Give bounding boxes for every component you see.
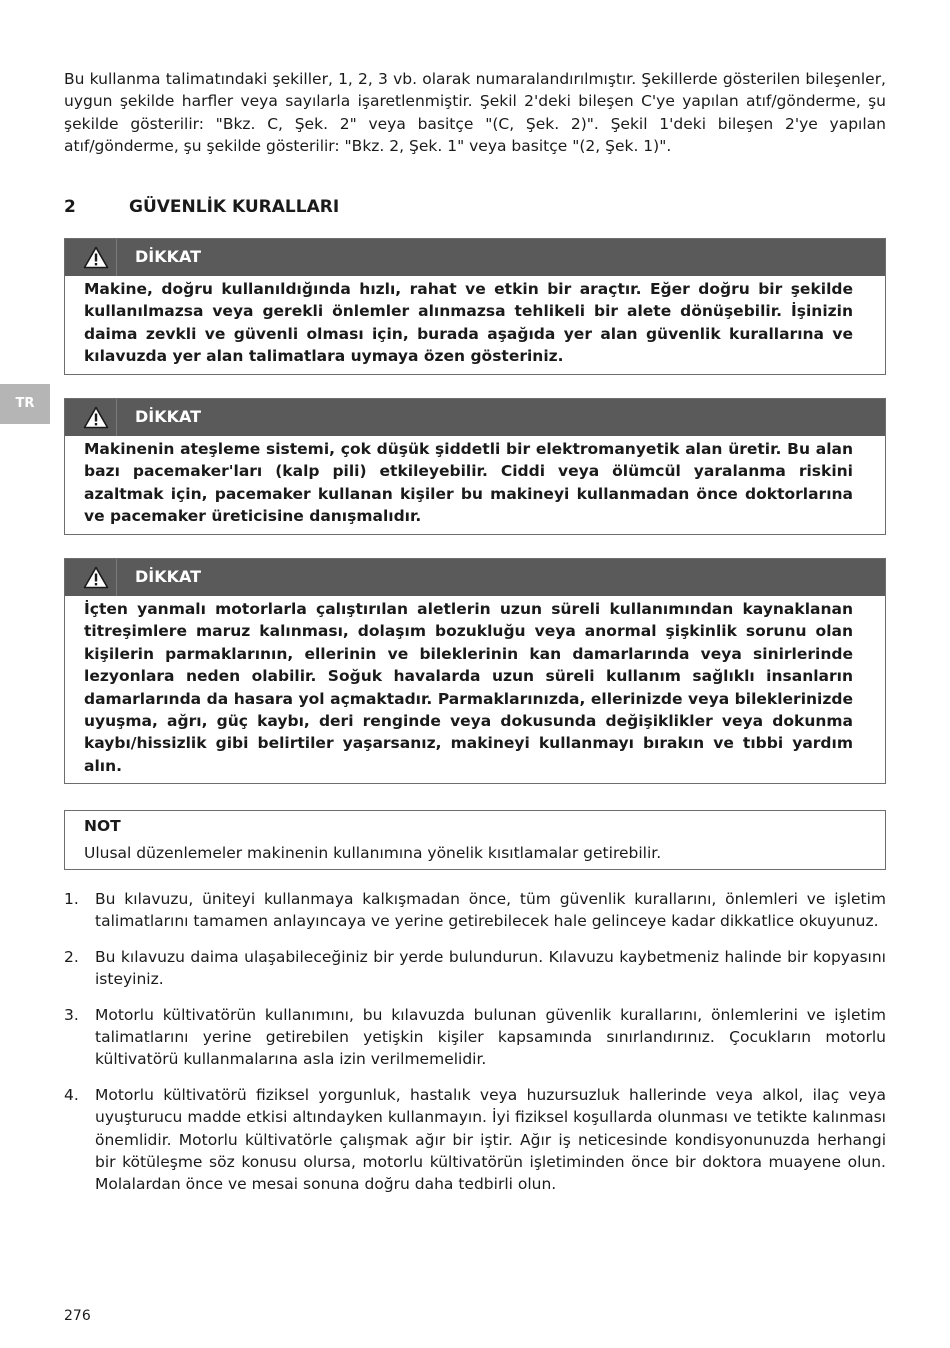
page-number: 276 — [64, 1308, 91, 1324]
intro-paragraph: Bu kullanma talimatındaki şekiller, 1, 2, 3 vb. olarak numaralandırılmıştır. Şekillerde gösterilen bileşenler, uygun şekilde harfler veya sayılarla işaretlenmiştir. Şekil 2'deki bileşen C'ye yapılan atıf/gönderme, şu şekilde gösterilir: "Bkz. C, Şek. 2" veya basitçe "(C, Şek. 2)". Şekil 1'deki bileşen 2'ye yapılan atıf/gönderme, şu şekilde gösterilir: "Bkz. 2, Şek. 1" veya basitçe "(2, Şek. 1)". — [64, 70, 886, 156]
header-divider — [116, 559, 117, 596]
warning-title: DİKKAT — [135, 567, 202, 586]
list-item — [64, 946, 886, 991]
warning-text: İçten yanmalı motorlarla çalıştırılan aletlerin uzun süreli kullanımından kaynaklanan titreşimlere maruz kalınması, dolaşım bozukluğu veya anormal şişkinlik sorunu olan kişilerin parmaklarının, ellerinin ve bileklerinin kan damarlarında veya sinirlerinde lezyonlara neden olabilir. Soğuk havalarda uzun süreli kullanım sağlıklı insanların damarlarında da hasara yol açmaktadır. Parmaklarınızda, ellerinizde veya bileklerinizde uyuşma, ağrı, güç kaybı, deri renginde veya dokusunda değişiklikler veya dokunma kaybı/hissizlik gibi belirtiler yaşarsanız, makineyi kullanmayı bırakın ve tıbbi yardım alın. — [84, 600, 853, 775]
section-title: GÜVENLİK KURALLARI — [129, 197, 340, 217]
list-item-number: 4. — [64, 1085, 79, 1104]
note-title: NOT — [84, 817, 121, 835]
warning-text: Makinenin ateşleme sistemi, çok düşük şiddetli bir elektromanyetik alan üretir. Bu alan bazı pacemaker'ları (kalp pili) etkileyebilir. Ciddi veya ölümcül yaralanma riskini azaltmak için, pacemaker kullanan kişiler bu makineyi kullanmadan önce doktorlarına ve pacemaker üreticisine danışmalıdır. — [84, 440, 853, 526]
warning-header — [65, 239, 885, 276]
warning-text: Makine, doğru kullanıldığında hızlı, rahat ve etkin bir araçtır. Eğer doğru bir şekilde kullanılmazsa veya gerekli önlemler alınmazsa tehlikeli bir alete dönüşebilir. İşinizin daima zevkli ve güvenli olması için, burada aşağıda yer alan güvenlik kurallarına ve kılavuzda yer alan talimatlara uymaya özen gösteriniz. — [84, 280, 853, 366]
warning-title: DİKKAT — [135, 247, 202, 266]
list-item — [64, 1004, 886, 1071]
list-item-number: 1. — [64, 890, 79, 908]
list-item-number: 2. — [64, 947, 79, 966]
header-divider — [116, 399, 117, 436]
list-item-text: Motorlu kültivatörün kullanımını, bu kılavuzda bulunan güvenlik kurallarını, önlemlerini ve işletim talimatlarını yerine getirebilen yetişkin kişiler kapsamında sınırlandırınız. Çocukların motorlu kültivatörü kullanmalarına asla izin verilmemelidir. — [95, 1005, 886, 1069]
warning-header — [65, 399, 885, 436]
warning-box — [64, 558, 886, 784]
list-item — [64, 1084, 886, 1196]
safety-rules-list — [64, 888, 886, 1209]
warning-triangle-icon — [83, 406, 109, 429]
language-tab: TR — [0, 384, 50, 424]
list-item-text: Motorlu kültivatörü fiziksel yorgunluk, hastalık veya huzursuzluk hallerinde veya alkol, ilaç veya uyuşturucu madde etkisi altındayken kullanmayın. İyi fiziksel koşullarda olunması ve tetikte kalınması önemlidir. Motorlu kültivatörle çalışmak ağır bir iştir. Ağır iş neticesinde kondisyonunuzda herhangi bir kötüleşme söz konusu olursa, motorlu kültivatörün işletiminden önce bir doktora muayene olun. Molalardan önce ve mesai sonuna doğru daha tedbirli olun. — [95, 1085, 886, 1194]
section-number: 2 — [64, 197, 76, 217]
warning-triangle-icon — [83, 566, 109, 589]
warning-title: DİKKAT — [135, 407, 202, 426]
note-text: Ulusal düzenlemeler makinenin kullanımına yönelik kısıtlamalar getirebilir. — [84, 844, 662, 862]
note-box — [64, 810, 886, 870]
header-divider — [116, 239, 117, 276]
list-item-text: Bu kılavuzu, üniteyi kullanmaya kalkışmadan önce, tüm güvenlik kurallarını, önlemleri ve işletim talimatlarını tamamen anlayıncaya ve yerine getirebilecek hale gelinceye kadar dikkatlice okuyunuz. — [95, 890, 886, 931]
warning-header — [65, 559, 885, 596]
warning-box — [64, 398, 886, 535]
list-item — [64, 888, 886, 933]
section-heading — [64, 196, 886, 218]
warning-triangle-icon — [83, 246, 109, 269]
list-item-number: 3. — [64, 1005, 79, 1024]
warning-box — [64, 238, 886, 375]
list-item-text: Bu kılavuzu daima ulaşabileceğiniz bir yerde bulundurun. Kılavuzu kaybetmeniz halinde bir kopyasını isteyiniz. — [95, 947, 886, 989]
